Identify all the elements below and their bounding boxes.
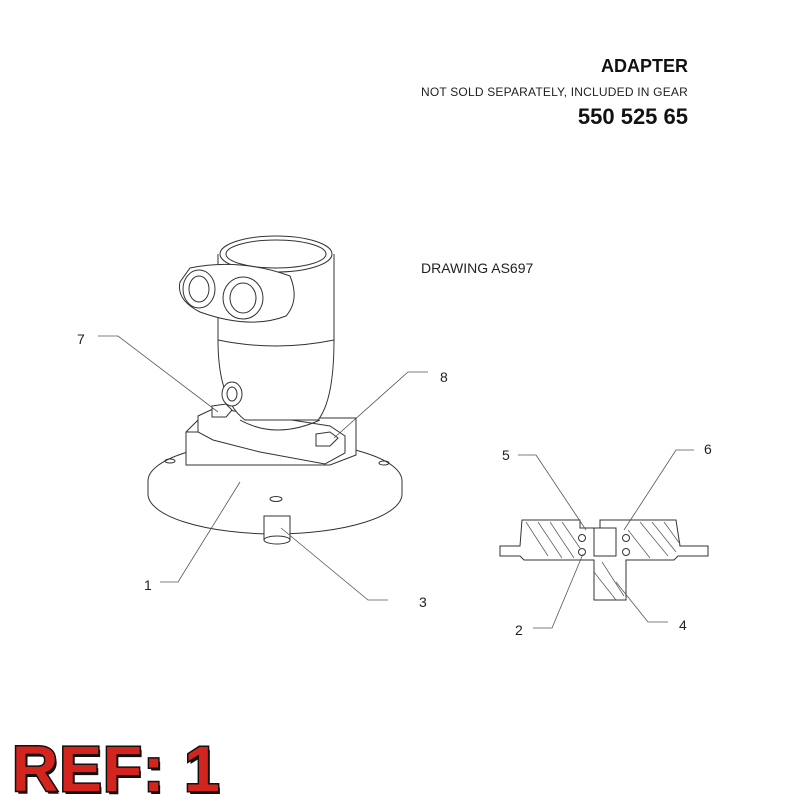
part-number: 550 525 65 bbox=[577, 104, 688, 129]
callout-5: 5 bbox=[502, 447, 510, 463]
callout-1: 1 bbox=[144, 577, 152, 593]
callout-3: 3 bbox=[419, 594, 427, 610]
part-note: NOT SOLD SEPARATELY, INCLUDED IN GEAR bbox=[420, 85, 688, 99]
callout-6: 6 bbox=[704, 441, 712, 457]
section-view bbox=[500, 520, 708, 600]
ref-label: REF: 1 bbox=[12, 733, 221, 805]
callout-4: 4 bbox=[679, 617, 687, 633]
callout-8: 8 bbox=[440, 369, 448, 385]
callout-7: 7 bbox=[77, 331, 85, 347]
part-title: ADAPTER bbox=[600, 56, 688, 76]
drawing-label: DRAWING AS697 bbox=[421, 260, 534, 276]
callout-2: 2 bbox=[515, 622, 523, 638]
